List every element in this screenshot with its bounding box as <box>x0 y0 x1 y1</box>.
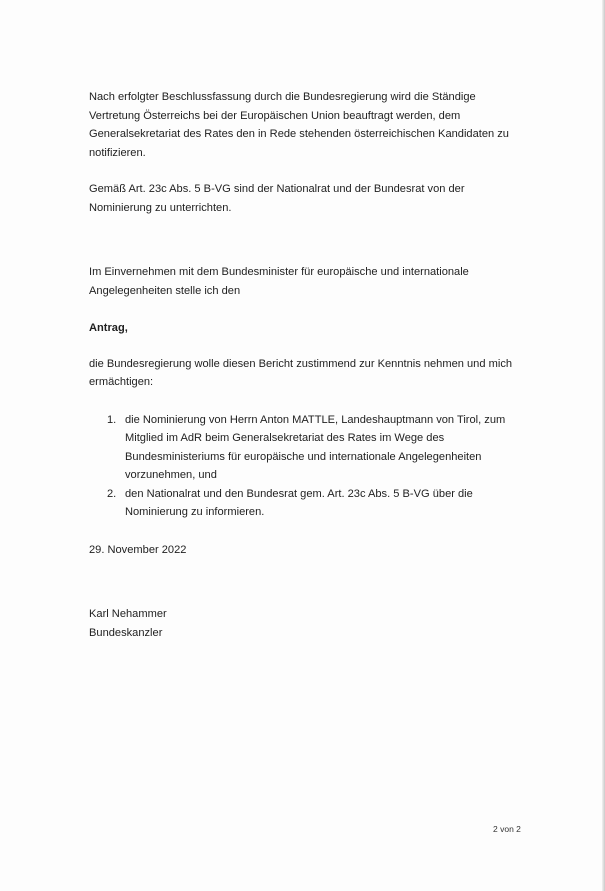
paragraph-notification: Nach erfolgter Beschlussfassung durch die Bundesregierung wird die Ständige Vertretung Österreichs bei der Europäischen Union beauftragt werden, dem Generalsekretariat des Rates den in Rede stehenden österreichischen Kandidaten zu notifizieren. <box>89 91 509 159</box>
antrag-heading: Antrag, <box>89 322 128 334</box>
list-item-text: die Nominierung von Herrn Anton MATTLE, Landeshauptmann von Tirol, zum Mitglied im AdR beim Generalsekretariat des Rates im Wege des Bundesministeriums für europäische und internationale Angelegenheiten vorzunehmen, und <box>125 413 506 481</box>
paragraph-legal-basis: Gemäß Art. 23c Abs. 5 B-VG sind der Nationalrat und der Bundesrat von der Nominierung zu unterrichten. <box>89 183 465 214</box>
request-list <box>89 411 529 522</box>
document-body <box>89 88 529 642</box>
list-item <box>107 411 529 485</box>
list-item-number: 1. <box>107 413 117 426</box>
list-item <box>107 485 529 522</box>
paragraph-request: die Bundesregierung wolle diesen Bericht zustimmend zur Kenntnis nehmen und mich ermächtigen: <box>89 357 513 388</box>
signatory-title: Bundeskanzler <box>89 626 163 639</box>
document-date: 29. November 2022 <box>89 543 187 556</box>
list-item-text: den Nationalrat und den Bundesrat gem. Art. 23c Abs. 5 B-VG über die Nominierung zu informieren. <box>125 487 473 518</box>
signatory-name: Karl Nehammer <box>89 608 167 620</box>
list-item-number: 2. <box>107 487 117 500</box>
page-number: 2 von 2 <box>493 824 521 834</box>
paragraph-agreement: Im Einvernehmen mit dem Bundesminister für europäische und internationale Angelegenheiten stelle ich den <box>89 266 469 297</box>
